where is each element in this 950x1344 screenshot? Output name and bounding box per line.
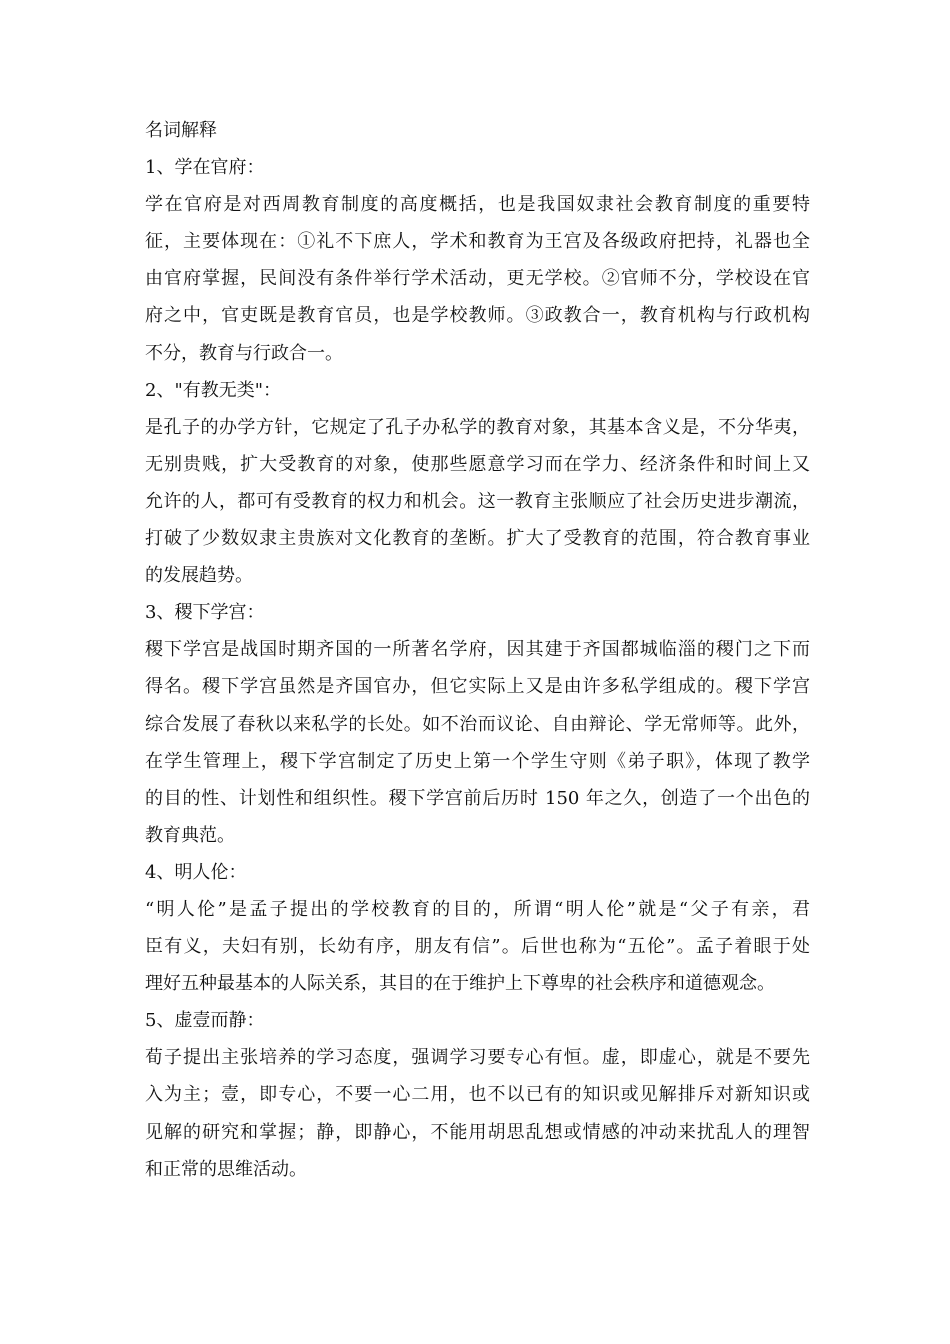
section-4-line-2: 臣有义，夫妇有别，长幼有序，朋友有信”。后世也称为“五伦”。孟子着眼于处 (145, 936, 810, 958)
section-2-line-5: 的发展趋势。 (145, 565, 253, 587)
section-5-line-4: 和正常的思维活动。 (145, 1158, 307, 1180)
section-3-line-5: 的目的性、计划性和组织性。稷下学宫前后历时 150 年之久，创造了一个出色的 (145, 787, 810, 809)
section-3-line-2: 得名。稷下学宫虽然是齐国官办，但它实际上又是由许多私学组成的。稷下学宫 (145, 676, 810, 698)
section-1-line-4: 府之中，官吏既是教育官员，也是学校教师。③政教合一，教育机构与行政机构 (145, 305, 810, 327)
section-1-line-3: 由官府掌握，民间没有条件举行学术活动，更无学校。②官师不分，学校设在官 (145, 268, 810, 290)
section-heading-2: 2、"有教无类"： (145, 379, 282, 401)
section-5-line-1: 荀子提出主张培养的学习态度，强调学习要专心有恒。虚，即虚心，就是不要先 (145, 1047, 810, 1069)
section-2-line-4: 打破了少数奴隶主贵族对文化教育的垄断。扩大了受教育的范围，符合教育事业 (145, 528, 810, 550)
section-2-line-1: 是孔子的办学方针，它规定了孔子办私学的教育对象，其基本含义是，不分华夷， (145, 416, 810, 438)
section-3-line-6: 教育典范。 (145, 824, 235, 846)
section-2-line-2: 无别贵贱，扩大受教育的对象，使那些愿意学习而在学力、经济条件和时间上又 (145, 453, 810, 475)
section-heading-4: 4、明人伦： (145, 861, 247, 883)
document-title: 名词解释 (145, 120, 217, 141)
section-2-line-3: 允许的人，都可有受教育的权力和机会。这一教育主张顺应了社会历史进步潮流， (145, 490, 810, 512)
section-5-line-2: 入为主；壹，即专心，不要一心二用，也不以已有的知识或见解排斥对新知识或 (145, 1084, 810, 1106)
section-heading-5: 5、虚壹而静： (145, 1010, 265, 1032)
section-1-line-1: 学在官府是对西周教育制度的高度概括，也是我国奴隶社会教育制度的重要特 (145, 194, 810, 216)
section-3-line-4: 在学生管理上，稷下学宫制定了历史上第一个学生守则《弟子职》，体现了教学 (145, 750, 810, 772)
section-3-line-1: 稷下学宫是战国时期齐国的一所著名学府，因其建于齐国都城临淄的稷门之下而 (145, 639, 810, 661)
section-1-line-5: 不分，教育与行政合一。 (145, 342, 343, 364)
section-heading-3: 3、稷下学宫： (145, 602, 265, 624)
document-page (145, 112, 810, 1188)
section-4-line-3: 理好五种最基本的人际关系，其目的在于维护上下尊卑的社会秩序和道德观念。 (145, 973, 775, 995)
section-1-line-2: 征，主要体现在：①礼不下庶人，学术和教育为王宫及各级政府把持，礼器也全 (145, 231, 810, 253)
section-heading-1: 1、学在官府： (145, 157, 265, 179)
section-3-line-3: 综合发展了春秋以来私学的长处。如不治而议论、自由辩论、学无常师等。此外， (145, 713, 810, 735)
section-5-line-3: 见解的研究和掌握；静，即静心，不能用胡思乱想或情感的冲动来扰乱人的理智 (145, 1121, 810, 1143)
section-4-line-1: “明人伦”是孟子提出的学校教育的目的，所谓“明人伦”就是“父子有亲，君 (145, 898, 810, 920)
